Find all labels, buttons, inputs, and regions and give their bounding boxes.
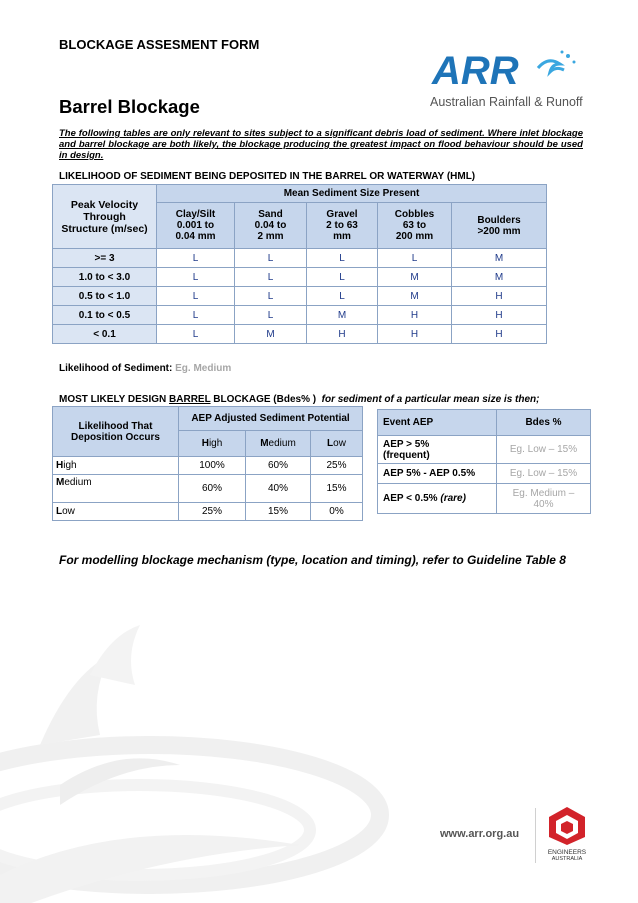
hml-corner-header: Peak Velocity Through Structure (m/sec) [53,185,157,249]
aep-bdes-cell: Eg. Low – 15% [497,436,591,464]
bdes-cell: 0% [311,503,363,521]
bdes-cell: 15% [246,503,311,521]
hml-cell: H [307,325,378,344]
aep-event-cell: AEP < 0.5% (rare) [378,484,497,514]
table-row [53,287,547,306]
hml-cell: L [307,268,378,287]
bdes-heading: MOST LIKELY DESIGN BARREL BLOCKAGE (Bdes% ) for sediment of a particular mean size is then; [59,394,540,405]
table-row [378,436,591,464]
row-label: >= 3 [53,249,157,268]
bdes-cell: 15% [311,475,363,503]
logo-subtitle: Australian Rainfall & Runoff [430,95,583,109]
hml-cell: L [307,287,378,306]
likelihood-of-sediment [59,363,231,374]
hml-cell: L [157,287,235,306]
form-title: BLOCKAGE ASSESMENT FORM [59,37,260,52]
aep-event-cell: AEP > 5% (frequent) [378,436,497,464]
table-row [53,457,363,475]
arr-logo [428,46,588,112]
section-title: Barrel Blockage [59,96,200,117]
bdes-column-header: Low [311,431,363,457]
hml-cell: L [157,249,235,268]
hml-cell: L [235,268,307,287]
table-row [53,325,547,344]
hml-column-header: Sand 0.04 to 2 mm [235,203,307,249]
website-url: www.arr.org.au [440,828,520,840]
engineers-australia-logo [545,805,589,845]
row-label: < 0.1 [53,325,157,344]
hml-cell: M [452,249,547,268]
table-row [378,464,591,484]
table-row [53,249,547,268]
row-label: 0.5 to < 1.0 [53,287,157,306]
hml-cell: M [378,268,452,287]
likelihood-example: Eg. Medium [175,363,232,374]
row-label: 1.0 to < 3.0 [53,268,157,287]
hml-cell: L [235,306,307,325]
engineers-australia-text: ENGINEERS AUSTRALIA [547,849,587,862]
hml-cell: H [452,325,547,344]
table-row [53,268,547,287]
hml-cell: H [378,306,452,325]
likelihood-label: Likelihood of Sediment: [59,363,173,374]
bdes-column-header: High [179,431,246,457]
hml-cell: M [235,325,307,344]
hml-cell: H [452,287,547,306]
footer-note: For modelling blockage mechanism (type, location and timing), refer to Guideline Table 8 [59,553,566,567]
intro-text: The following tables are only relevant to sites subject to a significant debris load of sediment. Where inlet blockage and barrel blockage are both likely, the blockage producing the greatest impact on flood behaviour should be used in design. [59,128,583,161]
table-row [378,484,591,514]
hml-cell: L [157,306,235,325]
wave-icon [538,61,564,72]
hml-heading: LIKELIHOOD OF SEDIMENT BEING DEPOSITED IN THE BARREL OR WATERWAY (HML) [59,171,476,182]
aep-bdes-cell: Eg. Low – 15% [497,464,591,484]
table-row [53,306,547,325]
bdes-column-header: Medium [246,431,311,457]
water-splash-watermark [0,615,420,903]
table-row [53,503,363,521]
hml-column-header: Clay/Silt 0.001 to 0.04 mm [157,203,235,249]
hml-column-header: Boulders >200 mm [452,203,547,249]
hml-cell: M [452,268,547,287]
bdes-group-header: AEP Adjusted Sediment Potential [179,407,363,431]
bdes-cell: 25% [311,457,363,475]
footer-divider [535,808,536,863]
hml-cell: L [378,249,452,268]
hml-cell: H [452,306,547,325]
table-row [53,475,363,503]
hml-cell: L [307,249,378,268]
aep-event-header: Event AEP [378,410,497,436]
hml-cell: M [378,287,452,306]
aep-bdes-header: Bdes % [497,410,591,436]
bdes-cell: 40% [246,475,311,503]
bdes-corner-header: Likelihood That Deposition Occurs [53,407,179,457]
hml-cell: M [307,306,378,325]
hml-group-header: Mean Sediment Size Present [157,185,547,203]
row-label: 0.1 to < 0.5 [53,306,157,325]
hml-column-header: Cobbles 63 to 200 mm [378,203,452,249]
aep-table [377,409,591,514]
bdes-cell: 60% [246,457,311,475]
logo-text: ARR [432,49,519,93]
aep-bdes-cell: Eg. Medium – 40% [497,484,591,514]
hml-cell: L [157,325,235,344]
row-label: Low [53,503,179,521]
hml-column-header: Gravel 2 to 63 mm [307,203,378,249]
row-label: Medium [53,475,179,503]
row-label: High [53,457,179,475]
aep-event-cell: AEP 5% - AEP 0.5% [378,464,497,484]
hml-cell: L [235,249,307,268]
hml-cell: H [378,325,452,344]
bdes-cell: 60% [179,475,246,503]
hml-cell: L [157,268,235,287]
hml-cell: L [235,287,307,306]
hml-table [52,184,547,344]
bdes-table [52,406,363,521]
bdes-cell: 100% [179,457,246,475]
bdes-cell: 25% [179,503,246,521]
